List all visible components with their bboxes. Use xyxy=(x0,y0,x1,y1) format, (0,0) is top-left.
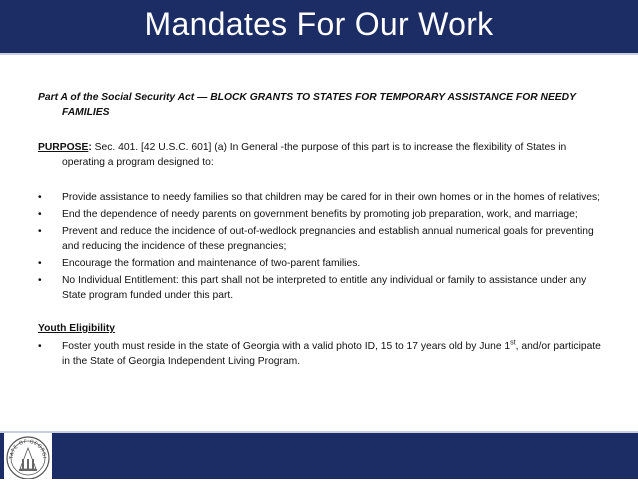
footer-bar xyxy=(0,431,638,479)
purpose-paragraph xyxy=(38,140,606,170)
seal-ring-text: TATE OF GEORGI xyxy=(8,438,48,460)
purpose-label: PURPOSE xyxy=(38,142,89,153)
ordinal-suffix: st xyxy=(510,339,516,347)
bullet-icon: • xyxy=(38,192,42,203)
list-item xyxy=(38,273,606,303)
bullet-icon: • xyxy=(38,226,42,237)
bullet-icon: • xyxy=(38,209,42,220)
slide-content xyxy=(38,90,606,387)
bullet-icon: • xyxy=(38,275,42,286)
list-item-text: Prevent and reduce the incidence of out-of-wedlock pregnancies and establish annual numerical goals for preventing and reducing the incidence of these pregnancies; xyxy=(62,226,594,252)
youth-bullet-list xyxy=(38,339,606,369)
part-a-heading: Part A of the Social Security Act — BLOCK GRANTS TO STATES FOR TEMPORARY ASSISTANCE FOR NEEDY FAMILIES xyxy=(38,92,576,118)
list-item xyxy=(38,339,606,369)
list-item xyxy=(38,207,606,222)
purpose-bullet-list xyxy=(38,190,606,303)
bullet-icon: • xyxy=(38,258,42,269)
list-item xyxy=(38,190,606,205)
youth-eligibility-heading: Youth Eligibility xyxy=(38,323,116,334)
youth-item-text-end: , and/or participate in the State of Georgia Independent Living Program. xyxy=(62,341,601,367)
bullet-icon: • xyxy=(38,341,42,352)
list-item xyxy=(38,256,606,271)
purpose-colon: : xyxy=(88,142,92,153)
slide-title: Mandates For Our Work xyxy=(144,6,494,42)
state-of-georgia-seal-icon xyxy=(4,433,52,479)
list-item-text: End the dependence of needy parents on government benefits by promoting job preparation, work, and marriage; xyxy=(62,209,578,220)
title-bar xyxy=(0,0,638,55)
list-item-text: Encourage the formation and maintenance of two-parent families. xyxy=(62,258,361,269)
list-item-text: Provide assistance to needy families so that children may be cared for in their own homes or in the homes of relatives; xyxy=(62,192,600,203)
youth-item-text: Foster youth must reside in the state of Georgia with a valid photo ID, 15 to 17 years old by June 1 xyxy=(62,341,511,352)
list-item xyxy=(38,224,606,254)
list-item-text: No Individual Entitlement: this part shall not be interpreted to entitle any individual or family to assistance under any State program funded under this part. xyxy=(62,275,587,301)
purpose-text: Sec. 401. [42 U.S.C. 601] (a) In General -the purpose of this part is to increase the flexibility of States in operating a program designed to: xyxy=(62,142,567,168)
